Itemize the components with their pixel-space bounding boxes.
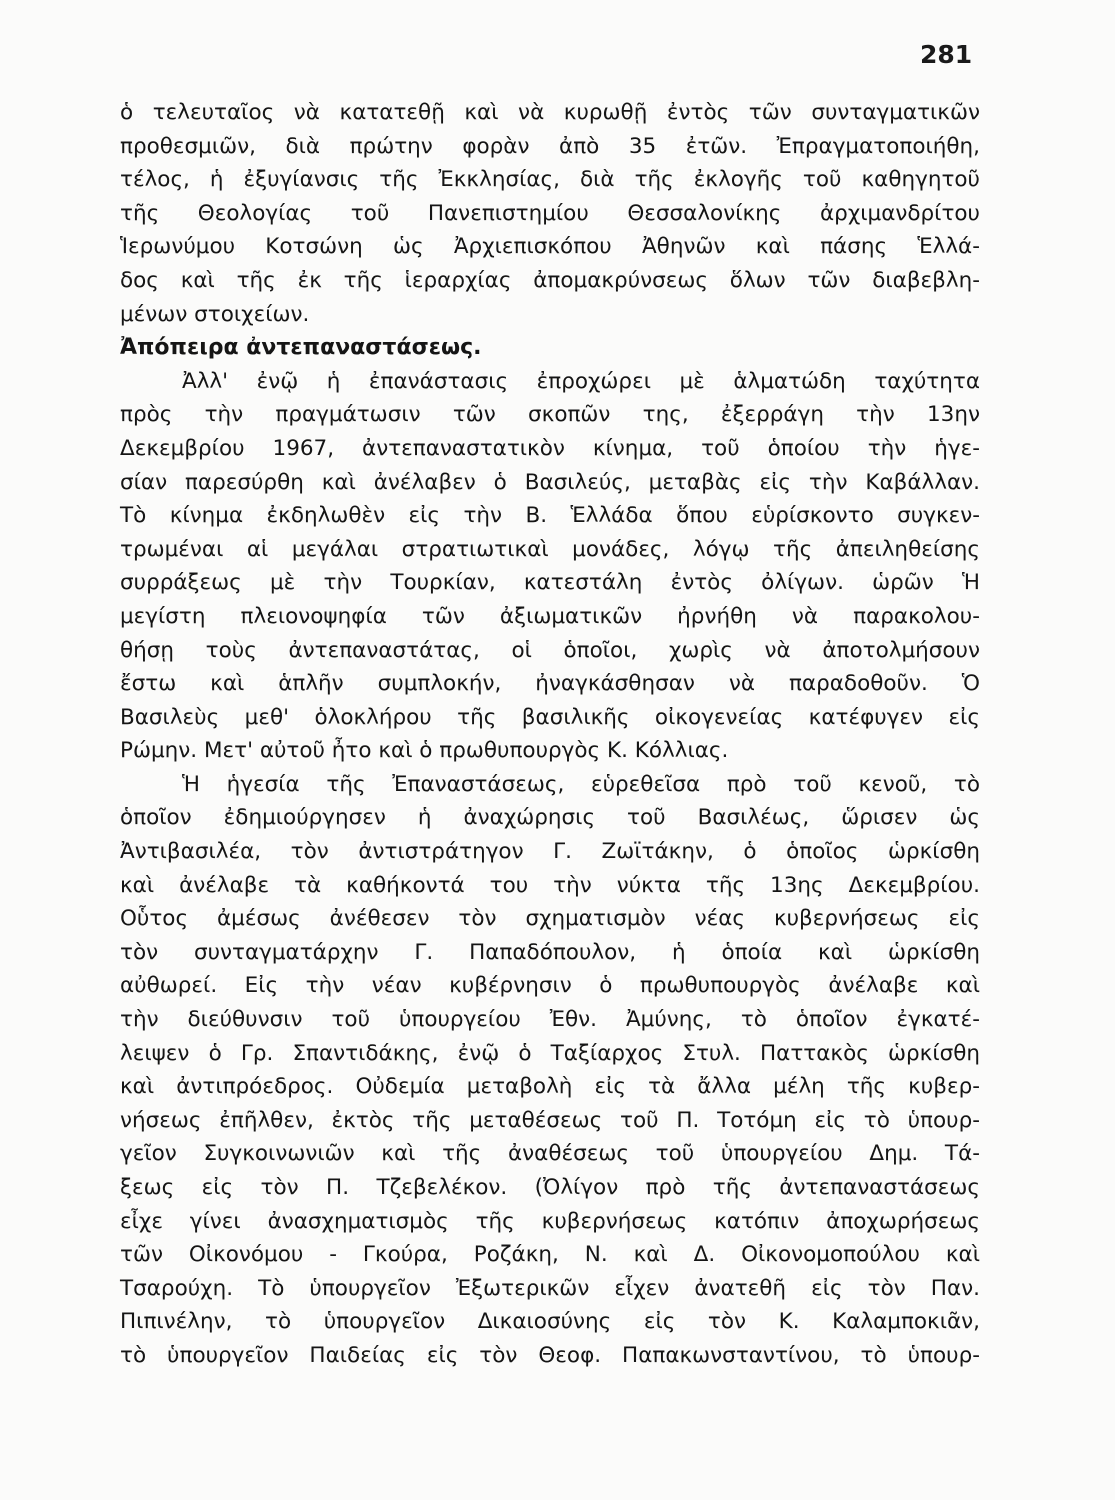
text-line: σίαν παρεσύρθη καὶ ἀνέλαβεν ὁ Βασιλεύς, μεταβὰς εἰς τὴν Καβάλλαν. [120, 469, 980, 495]
text-line: καὶ ἀνέλαβε τὰ καθήκοντά του τὴν νύκτα τῆς 13ης Δεκεμβρίου. [120, 872, 980, 898]
body-text [120, 96, 980, 1373]
text-line: μένων στοιχείων. [120, 301, 310, 327]
text-line: δος καὶ τῆς ἐκ τῆς ἱεραρχίας ἀπομακρύνσεως ὅλων τῶν διαβεβλη- [120, 267, 980, 293]
text-line: εἶχε γίνει ἀνασχηματισμὸς τῆς κυβερνήσεως κατόπιν ἀποχωρήσεως [120, 1208, 980, 1234]
text-line: τῶν Οἰκονόμου - Γκούρα, Ροζάκη, Ν. καὶ Δ. Οἰκονομοπούλου καὶ [120, 1242, 980, 1268]
text-line: τὸν συνταγματάρχην Γ. Παπαδόπουλον, ἡ ὁποία καὶ ὡρκίσθη [120, 939, 980, 965]
text-line: Ἡ ἡγεσία τῆς Ἐπαναστάσεως, εὑρεθεῖσα πρὸ τοῦ κενοῦ, τὸ [182, 771, 980, 797]
text-line: θήσῃ τοὺς ἀντεπαναστάτας, οἱ ὁποῖοι, χωρὶς νὰ ἀποτολμήσουν [120, 637, 980, 663]
text-line: Πιπινέλην, τὸ ὑπουργεῖον Δικαιοσύνης εἰς τὸν Κ. Καλαμποκιᾶν, [120, 1309, 980, 1335]
text-line: γεῖον Συγκοινωνιῶν καὶ τῆς ἀναθέσεως τοῦ ὑπουργείου Δημ. Τά- [120, 1141, 980, 1167]
text-line: καὶ ἀντιπρόεδρος. Οὐδεμία μεταβολὴ εἰς τὰ ἄλλα μέλη τῆς κυβερ- [120, 1074, 980, 1100]
text-line: ξεως εἰς τὸν Π. Τζεβελέκον. (Ὀλίγον πρὸ τῆς ἀντεπαναστάσεως [120, 1175, 980, 1200]
text-line: αὐθωρεί. Εἰς τὴν νέαν κυβέρνησιν ὁ πρωθυπουργὸς ἀνέλαβε καὶ [120, 973, 980, 999]
text-line: Ἀντιβασιλέα, τὸν ἀντιστράτηγον Γ. Ζωϊτάκην, ὁ ὁποῖος ὡρκίσθη [120, 839, 980, 865]
text-line: Ρώμην. Μετ' αὐτοῦ ἦτο καὶ ὁ πρωθυπουργὸς Κ. Κόλλιας. [120, 738, 729, 764]
text-line: μεγίστη πλειονοψηφία τῶν ἀξιωματικῶν ἠρνήθη νὰ παρακολου- [120, 603, 980, 629]
text-line: Βασιλεὺς μεθ' ὁλοκλήρου τῆς βασιλικῆς οἰκογενείας κατέφυγεν εἰς [120, 704, 980, 730]
text-line: ἔστω καὶ ἁπλῆν συμπλοκήν, ἠναγκάσθησαν νὰ παραδοθοῦν. Ὁ [120, 671, 980, 697]
text-line: λειψεν ὁ Γρ. Σπαντιδάκης, ἐνῷ ὁ Ταξίαρχος Στυλ. Παττακὸς ὡρκίσθη [120, 1040, 980, 1066]
text-line: τὸ ὑπουργεῖον Παιδείας εἰς τὸν Θεοφ. Παπακωνσταντίνου, τὸ ὑπουρ- [120, 1342, 980, 1368]
text-line: ὁποῖον ἐδημιούργησεν ἡ ἀναχώρησις τοῦ Βασιλέως, ὥρισεν ὡς [120, 805, 980, 831]
text-line: Τσαρούχη. Τὸ ὑπουργεῖον Ἐξωτερικῶν εἶχεν ἀνατεθῆ εἰς τὸν Παν. [120, 1275, 980, 1301]
text-line: τρωμέναι αἱ μεγάλαι στρατιωτικαὶ μονάδες, λόγῳ τῆς ἀπειληθείσης [120, 536, 980, 562]
text-line: τὴν διεύθυνσιν τοῦ ὑπουργείου Ἐθν. Ἀμύνης, τὸ ὁποῖον ἐγκατέ- [120, 1007, 980, 1033]
text-line: Οὗτος ἀμέσως ἀνέθεσεν τὸν σχηματισμὸν νέας κυβερνήσεως εἰς [120, 906, 980, 932]
text-line: ὁ τελευταῖος νὰ κατατεθῇ καὶ νὰ κυρωθῇ ἐντὸς τῶν συνταγματικῶν [120, 100, 980, 125]
page-number: 281 [920, 40, 973, 69]
text-line: Ἱερωνύμου Κοτσώνη ὡς Ἀρχιεπισκόπου Ἀθηνῶν καὶ πάσης Ἑλλά- [120, 234, 980, 260]
text-line: νήσεως ἐπῆλθεν, ἐκτὸς τῆς μεταθέσεως τοῦ Π. Τοτόμη εἰς τὸ ὑπουρ- [120, 1107, 980, 1133]
text-line: τέλος, ἡ ἐξυγίανσις τῆς Ἐκκλησίας, διὰ τῆς ἐκλογῆς τοῦ καθηγητοῦ [120, 167, 980, 193]
section-heading: Ἀπόπειρα ἀντεπαναστάσεως. [120, 335, 482, 361]
text-line: πρὸς τὴν πραγμάτωσιν τῶν σκοπῶν της, ἐξερράγη τὴν 13ην [120, 402, 980, 428]
text-line: τῆς Θεολογίας τοῦ Πανεπιστημίου Θεσσαλονίκης ἀρχιμανδρίτου [120, 200, 980, 226]
text-line: Δεκεμβρίου 1967, ἀντεπαναστατικὸν κίνημα, τοῦ ὁποίου τὴν ἡγε- [120, 435, 980, 461]
text-line: προθεσμιῶν, διὰ πρώτην φορὰν ἀπὸ 35 ἐτῶν. Ἐπραγματοποιήθη, [120, 133, 980, 159]
text-line: Τὸ κίνημα ἐκδηλωθὲν εἰς τὴν Β. Ἑλλάδα ὅπου εὑρίσκοντο συγκεν- [120, 503, 980, 529]
text-line: συρράξεως μὲ τὴν Τουρκίαν, κατεστάλη ἐντὸς ὀλίγων. ὡρῶν Ἡ [120, 570, 980, 596]
text-line: Ἀλλ' ἐνῷ ἡ ἐπανάστασις ἐπροχώρει μὲ ἁλματώδη ταχύτητα [182, 368, 980, 394]
